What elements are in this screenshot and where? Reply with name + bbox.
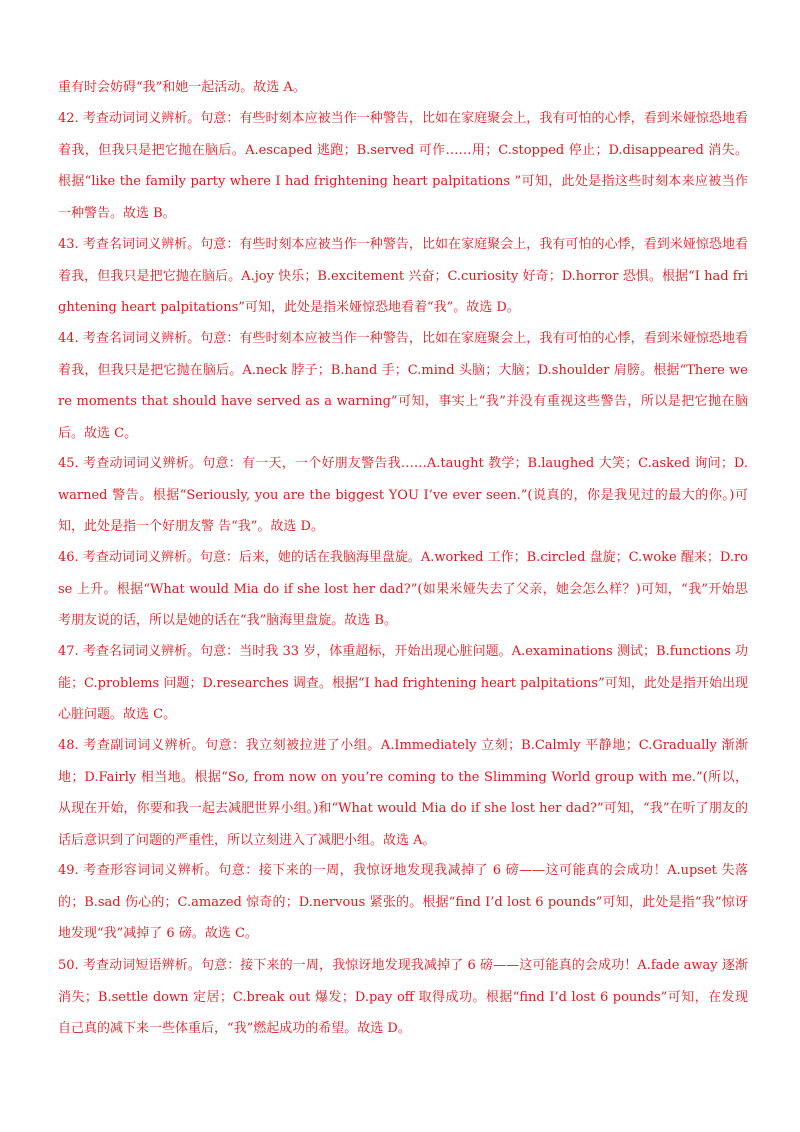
paragraph-45: 45. 考查动词词义辨析。句意：有一天，一个好朋友警告我……A.taught 教学；B.laughed 大笑；C.asked 询问；D.warned 警告。根据“Seriously, you are the biggest YOU I’ve ever seen.”(说真的，你是我见过的最大的你。)可知，此处是指一个好朋友警 告“我”。故选 D。	[58, 456, 748, 534]
paragraph-continuation: 重有时会妨碍“我”和她一起活动。故选 A。	[58, 80, 306, 95]
paragraph-49: 49. 考查形容词词义辨析。句意：接下来的一周，我惊讶地发现我减掉了 6 磅——这可能真的会成功！A.upset 失落的；B.sad 伤心的；C.amazed 惊奇的；D.nervous 紧张的。根据“find I’d lost 6 pounds”可知，此处是指“我”惊讶地发现“我”减掉了 6 磅。故选 C。	[58, 863, 748, 941]
paragraph-48: 48. 考查副词词义辨析。句意：我立刻被拉进了小组。A.Immediately 立刻；B.Calmly 平静地；C.Gradually 渐渐地；D.Fairly 相当地。根据“So, from now on you’re coming to the Slimming World group with me.”(所以，从现在开始，你要和我一起去减肥世界小组。)和“What would Mia do if she lost her dad?”可知，“我”在听了朋友的话后意识到了问题的严重性，所以立刻进入了减肥小组。故选 A。	[58, 738, 748, 848]
paragraph-42: 42. 考查动词词义辨析。句意：有些时刻本应被当作一种警告，比如在家庭聚会上，我有可怕的心悸，看到米娅惊恐地看着我，但我只是把它抛在脑后。A.escaped 逃跑；B.served 可作……用；C.stopped 停止；D.disappeared 消失。根据“like the family party where I had frightening heart palpitations ”可知，此处是指这些时刻本来应被当作一种警告。故选 B。	[58, 111, 748, 221]
paragraph-44: 44. 考查名词词义辨析。句意：有些时刻本应被当作一种警告，比如在家庭聚会上，我有可怕的心悸，看到米娅惊恐地看着我，但我只是把它抛在脑后。A.neck 脖子；B.hand 手；C.mind 头脑；大脑；D.shoulder 肩膀。根据“There were moments that should have served as a warning”可知，事实上“我”并没有重视这些警告，所以是把它抛在脑后。故选 C。	[58, 331, 748, 441]
paragraph-50: 50. 考查动词短语辨析。句意：接下来的一周，我惊讶地发现我减掉了 6 磅——这可能真的会成功！A.fade away 逐渐消失；B.settle down 定居；C.break out 爆发；D.pay off 取得成功。根据“find I’d lost 6 pounds”可知，在发现自己真的减下来一些体重后，“我”燃起成功的希望。故选 D。	[58, 958, 748, 1036]
paragraph-43: 43. 考查名词词义辨析。句意：有些时刻本应被当作一种警告，比如在家庭聚会上，我有可怕的心悸，看到米娅惊恐地看着我，但我只是把它抛在脑后。A.joy 快乐；B.excitement 兴奋；C.curiosity 好奇；D.horror 恐惧。根据“I had frightening heart palpitations”可知，此处是指米娅惊恐地看着“我”。故选 D。	[58, 237, 748, 315]
paragraph-46: 46. 考查动词词义辨析。句意：后来，她的话在我脑海里盘旋。A.worked 工作；B.circled 盘旋；C.woke 醒来；D.rose 上升。根据“What would Mia do if she lost her dad?”(如果米娅失去了父亲，她会怎么样？)可知，“我”开始思考朋友说的话，所以是她的话在“我”脑海里盘旋。故选 B。	[58, 550, 748, 628]
paragraph-47: 47. 考查名词词义辨析。句意：当时我 33 岁，体重超标，开始出现心脏问题。A.examinations 测试；B.functions 功能；C.problems 问题；D.researches 调查。根据“I had frightening heart palpitations”可知，此处是指开始出现心脏问题。故选 C。	[58, 644, 748, 722]
